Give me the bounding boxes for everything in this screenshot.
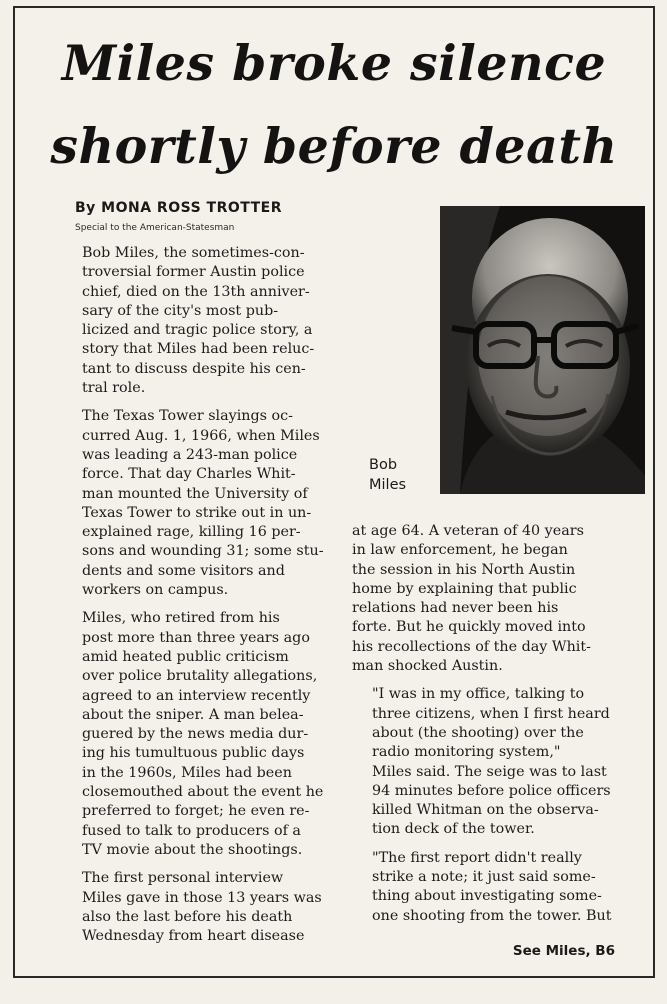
photo-caption-line-2: Miles [369, 477, 407, 493]
article-line: three citizens, when I first heard [372, 705, 610, 722]
article-line: agreed to an interview recently [82, 687, 311, 704]
article-line: man mounted the University of [82, 485, 308, 502]
article-line: guered by the news media dur- [82, 726, 309, 743]
article-line: also the last before his death [82, 908, 293, 925]
article-line: chief, died on the 13th anniver- [82, 283, 310, 300]
article-line: Wednesday from heart disease [82, 928, 305, 945]
article-line: Bob Miles, the sometimes-con- [82, 245, 305, 261]
article-line: his recollections of the day Whit- [352, 638, 591, 655]
portrait-image [440, 206, 645, 494]
article-line: sons and wounding 31; some stu- [82, 543, 324, 560]
article-line: in law enforcement, he began [352, 542, 568, 559]
article-line: about (the shooting) over the [372, 724, 584, 741]
article-line: tral role. [82, 380, 146, 397]
article-paragraph [352, 522, 638, 676]
article-line: in the 1960s, Miles had been [82, 764, 292, 781]
article-line: at age 64. A veteran of 40 years [352, 523, 584, 539]
article-line: sary of the city's most pub- [82, 302, 279, 319]
article-line: curred Aug. 1, 1966, when Miles [82, 427, 320, 444]
article-line: licized and tragic police story, a [82, 322, 313, 339]
article-line: strike a note; it just said some- [372, 869, 596, 886]
jump-line: See Miles, B6 [512, 943, 615, 959]
article-line: "The first report didn't really [372, 849, 582, 866]
article-line: tant to discuss despite his cen- [82, 360, 306, 377]
photo-caption-line-1: Bob [369, 457, 398, 473]
article-line: relations had never been his [352, 600, 559, 617]
article-paragraph [62, 869, 328, 946]
article-line: killed Whitman on the observa- [372, 802, 599, 819]
article-paragraph [62, 244, 328, 398]
article-line: troversial former Austin police [82, 264, 305, 281]
article-line: fused to talk to producers of a [82, 822, 301, 839]
newspaper-clipping [13, 6, 655, 978]
article-line: ing his tumultuous public days [82, 745, 305, 762]
article-line: Miles, who retired from his [82, 610, 280, 627]
article-line: radio monitoring system," [372, 744, 561, 761]
article-line: 94 minutes before police officers [372, 782, 611, 799]
article-line: "I was in my office, talking to [372, 686, 585, 703]
article-line: man shocked Austin. [352, 658, 503, 675]
byline-credit: Special to the American-Statesman [75, 223, 235, 233]
article-line: closemouthed about the event he [82, 784, 324, 801]
article-line: story that Miles had been reluc- [82, 341, 315, 358]
article-line: dents and some visitors and [82, 562, 285, 579]
article-line: about the sniper. A man belea- [82, 706, 304, 723]
byline: By MONA ROSS TROTTER [75, 200, 283, 216]
article-line: thing about investigating some- [372, 888, 602, 905]
headline-line-1: Miles broke silence [61, 34, 607, 92]
article-column-left [62, 244, 328, 946]
article-line: force. That day Charles Whit- [82, 466, 296, 483]
article-line: amid heated public criticism [82, 648, 289, 665]
article-line: Miles said. The seige was to last [372, 763, 607, 780]
article-line: TV movie about the shootings. [82, 841, 303, 858]
photo-caption [369, 455, 406, 495]
article-line: Miles gave in those 13 years was [82, 889, 322, 906]
portrait-photo [440, 206, 645, 494]
article-line: post more than three years ago [82, 629, 310, 646]
article-line: The Texas Tower slayings oc- [82, 408, 293, 425]
article-line: preferred to forget; he even re- [82, 803, 310, 820]
article-line: tion deck of the tower. [372, 821, 535, 838]
article-line: the session in his North Austin [352, 561, 576, 578]
article-line: over police brutality allegations, [82, 668, 318, 685]
article-line: explained rage, killing 16 per- [82, 524, 301, 541]
article-line: The first personal interview [82, 870, 284, 887]
article-column-right [352, 522, 638, 926]
article-paragraph [62, 609, 328, 860]
article-line: was leading a 243-man police [82, 446, 298, 463]
article-line: workers on campus. [82, 582, 229, 599]
article-line: home by explaining that public [352, 580, 577, 597]
article-paragraph [352, 849, 638, 926]
article-line: forte. But he quickly moved into [352, 619, 586, 636]
article-line: one shooting from the tower. But [372, 907, 612, 924]
headline-line-2: shortly before death [50, 117, 618, 175]
article-paragraph [62, 407, 328, 600]
article-line: Texas Tower to strike out in un- [82, 504, 312, 521]
article-paragraph [352, 685, 638, 839]
